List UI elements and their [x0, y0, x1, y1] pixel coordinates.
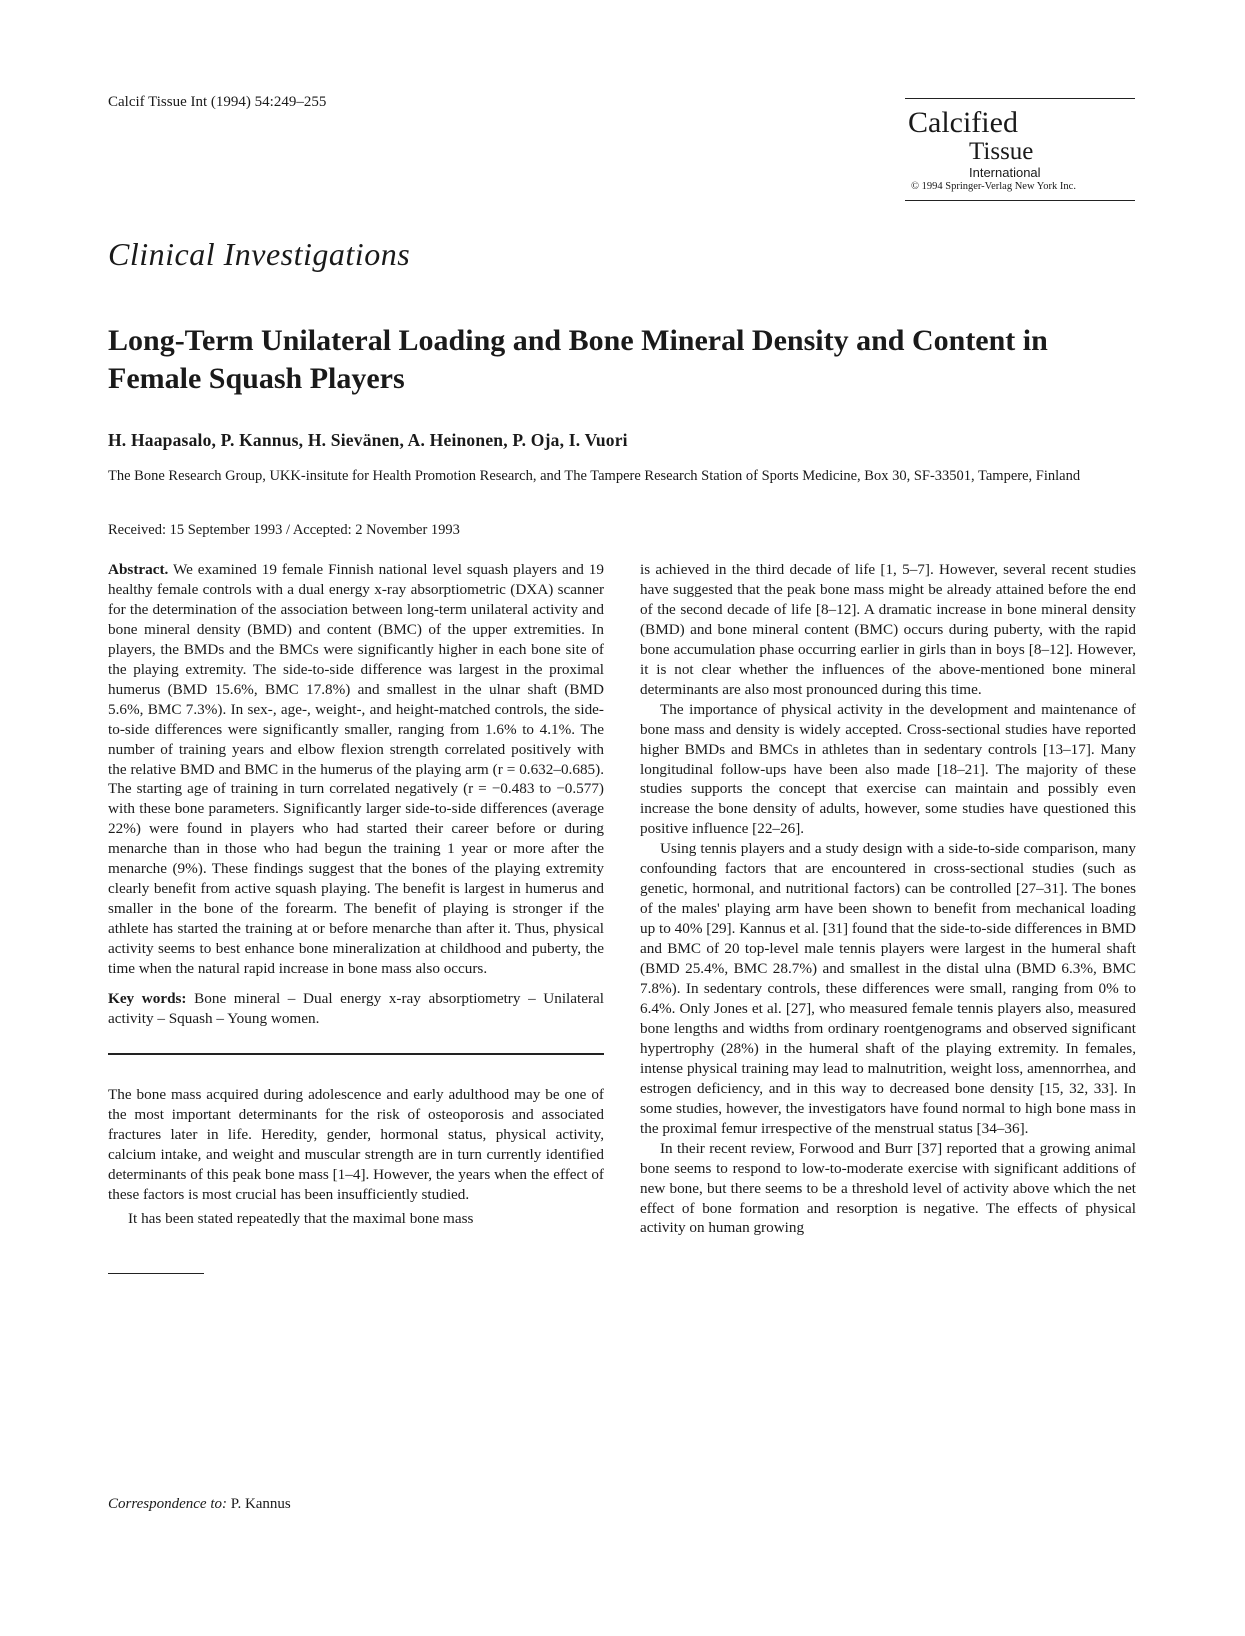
correspondence-name: P. Kannus — [230, 1496, 291, 1512]
right-column — [640, 560, 1136, 1238]
journal-citation: Calcif Tissue Int (1994) 54:249–255 — [108, 94, 327, 110]
left-column — [108, 560, 604, 1274]
body-paragraph: The importance of physical activity in the development and maintenance of bone mass and density is widely accepted. Cross-sectional studies have reported higher BMDs and BMCs in athletes than in sedentary controls [13–17]. Many longitudinal follow-ups have been also made [18–21]. The majority of these studies supports the concept that exercise can maintain and possibly even increase the bone density of adults, however, some studies have questioned this positive influence [22–26]. — [640, 700, 1136, 838]
journal-logo — [905, 98, 1135, 201]
body-paragraph: is achieved in the third decade of life [1, 5–7]. However, several recent studies have suggested that the peak bone mass might be already attained before the end of the second decade of life [8–12]. A dramatic increase in bone mineral density (BMD) and bone mineral content (BMC) occurs during puberty, with the rapid bone accumulation phase occurring earlier in girls than in boys [8–12]. However, it is not clear whether the influences of the above-mentioned bone mineral determinants are also most pronounced during this time. — [640, 561, 1136, 698]
abstract-text: We examined 19 female Finnish national level squash players and 19 healthy female controls with a dual energy x-ray absorptiometric (DXA) scanner for the determination of the association between long-term unilateral activity and bone mineral density (BMD) and content (BMC) of the upper extremities. In players, the BMDs and the BMCs were significantly higher in each bone site of the playing extremity. The side-to-side difference was largest in the proximal humerus (BMD 15.6%, BMC 17.8%) and smallest in the ulnar shaft (BMD 5.6%, BMC 7.3%). In sex-, age-, weight-, and height-matched controls, the side-to-side differences were significantly smaller, ranging from 1.6% to 4.1%. The number of training years and elbow flexion strength correlated positively with the relative BMD and BMC in the humerus of the playing arm (r = 0.632–0.685). The starting age of training in turn correlated negatively (r = −0.483 to −0.577) with these bone parameters. Significantly larger side-to-side differences (average 22%) were found in players who had started their career before or during menarche than in those who had begun the training 1 year or more after the menarche (9%). These findings suggest that the bones of the playing extremity clearly benefit from active squash playing. The benefit is largest in humerus and smaller in the bone of the forearm. The benefit of playing is stronger if the athlete has started the training at or before menarche than after it. Thus, physical activity seems to best enhance bone mineralization at childhood and puberty, the time when the natural rapid increase in bone mass also occurs. — [108, 561, 604, 978]
keywords-text: Bone mineral – Dual energy x-ray absorptiometry – Unilateral activity – Squash – Young women. — [108, 990, 604, 1027]
affiliation: The Bone Research Group, UKK-insitute for Health Promotion Research, and The Tampere Research Station of Sports Medicine, Box 30, SF-33501, Tampere, Finland — [108, 468, 1081, 484]
correspondence-label: Correspondence to: — [108, 1496, 228, 1512]
logo-copyright: © 1994 Springer-Verlag New York Inc. — [911, 181, 1076, 192]
logo-bottom-rule — [905, 200, 1135, 201]
logo-line-international: International — [969, 165, 1041, 180]
received-accepted-dates: Received: 15 September 1993 / Accepted: 2 November 1993 — [108, 522, 460, 538]
logo-line-calcified: Calcified — [908, 106, 1018, 139]
logo-top-rule — [905, 98, 1135, 99]
keywords-label: Key words: — [108, 990, 187, 1008]
body-paragraph: In their recent review, Forwood and Burr [37] reported that a growing animal bone seems to respond to low-to-moderate exercise with significant additions of new bone, but there seems to be a threshold level of activity above which the net effect of bone formation and resorption is negative. The effects of physical activity on human growing — [640, 1139, 1136, 1237]
abstract — [108, 560, 604, 979]
correspondence-note — [108, 1496, 291, 1513]
author-list: H. Haapasalo, P. Kannus, H. Sievänen, A. Heinonen, P. Oja, I. Vuori — [108, 430, 628, 450]
section-heading: Clinical Investigations — [108, 236, 411, 272]
body-paragraph: The bone mass acquired during adolescence and early adulthood may be one of the most important determinants for the risk of osteoporosis and associated fractures later in life. Heredity, gender, hormonal status, physical activity, calcium intake, and weight and muscular strength are in turn currently identified determinants of this peak bone mass [1–4]. However, the years when the effect of these factors is most crucial has been insufficiently studied. — [108, 1085, 604, 1203]
body-paragraph: It has been stated repeatedly that the maximal bone mass — [128, 1209, 474, 1227]
body-paragraph: Using tennis players and a study design with a side-to-side comparison, many confounding factors that are encountered in cross-sectional studies (such as genetic, hormonal, and nutritional factors) can be controlled [27–31]. The bones of the males' playing arm have been shown to benefit from mechanical loading up to 40% [29]. Kannus et al. [31] found that the side-to-side differences in BMD and BMC of 20 top-level male tennis players were largest in the humeral shaft (BMD 25.4%, BMC 28.7%) and smallest in the distal ulna (BMD 6.3%, BMC 7.8%). In sedentary controls, these differences were small, ranging from 0% to 6.4%. Only Jones et al. [27], who measured female tennis players also, measured bone lengths and widths from ordinary roentgenograms and observed significant hypertrophy (28%) in the humeral shaft of the playing extremity. In females, intense physical training may lead to malnutrition, weight loss, amennorrhea, and estrogen deficiency, and in this way to decreased bone density [15, 32, 33]. In some studies, however, the investigators have found normal to high bone mass in the proximal femur irrespective of the menstrual status [34–36]. — [640, 840, 1136, 1137]
abstract-divider — [108, 1053, 604, 1055]
footnote-divider — [108, 1273, 204, 1274]
abstract-label: Abstract. — [108, 561, 169, 578]
keywords — [108, 989, 604, 1029]
logo-line-tissue: Tissue — [969, 138, 1034, 165]
paper-title: Long-Term Unilateral Loading and Bone Mineral Density and Content in Female Squash Players — [108, 324, 1048, 395]
